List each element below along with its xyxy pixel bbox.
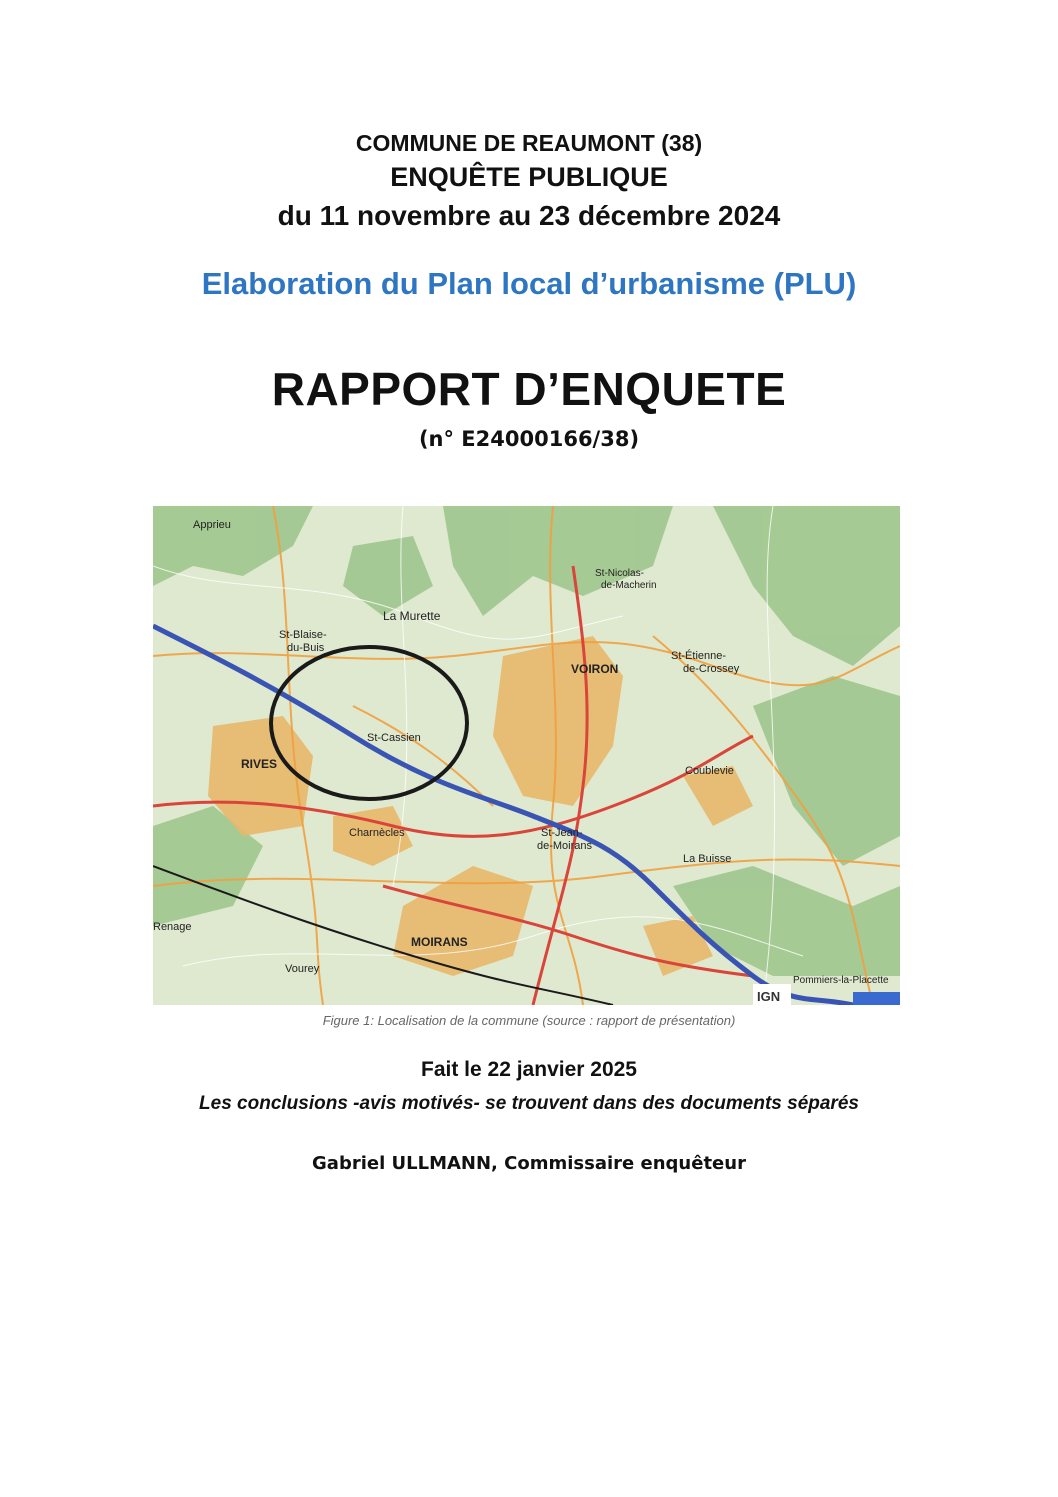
- label-st-blaise-1: St-Blaise-: [279, 629, 327, 641]
- label-la-murette: La Murette: [383, 609, 441, 623]
- label-st-cassien: St-Cassien: [367, 732, 421, 744]
- report-date: Fait le 22 janvier 2025: [421, 1058, 637, 1081]
- ign-logo: IGN: [757, 989, 781, 1004]
- signature-line: Gabriel ULLMANN, Commissaire enquêteur: [312, 1153, 746, 1174]
- label-apprieu: Apprieu: [193, 519, 231, 531]
- report-number: (n° E24000166/38): [418, 427, 640, 451]
- label-charnecles: Charnècles: [349, 827, 405, 839]
- enquete-dates: du 11 novembre au 23 décembre 2024: [277, 200, 781, 231]
- label-st-jean-2: de-Moirans: [537, 840, 593, 852]
- map-graphic: [153, 506, 900, 1005]
- map-scale-bar: [853, 992, 900, 1005]
- commune-heading: COMMUNE DE REAUMONT (38): [355, 130, 703, 156]
- label-renage: Renage: [153, 921, 192, 933]
- enquete-heading: ENQUÊTE PUBLIQUE: [390, 162, 668, 192]
- figure-caption: Figure 1: Localisation de la commune (source : rapport de présentation): [322, 1013, 736, 1028]
- label-st-nicolas-2: de-Macherin: [601, 580, 657, 591]
- subject-title: Elaboration du Plan local d’urbanisme (PLU): [201, 266, 857, 301]
- label-st-nicolas-1: St-Nicolas-: [595, 568, 644, 579]
- label-la-buisse: La Buisse: [683, 853, 732, 865]
- label-rives: RIVES: [241, 757, 278, 771]
- label-coublevie: Coublevie: [685, 765, 734, 777]
- label-st-etienne-1: St-Étienne-: [671, 650, 727, 662]
- label-voiron: VOIRON: [571, 662, 619, 676]
- report-title: RAPPORT D’ENQUETE: [271, 363, 787, 415]
- label-vourey: Vourey: [285, 963, 320, 975]
- label-st-blaise-2: du-Buis: [287, 642, 325, 654]
- conclusions-note: Les conclusions -avis motivés- se trouvent dans des documents séparés: [199, 1093, 859, 1114]
- label-st-jean-1: St-Jean-: [541, 827, 583, 839]
- label-moirans: MOIRANS: [411, 935, 468, 949]
- label-pommiers: Pommiers-la-Placette: [793, 975, 889, 986]
- location-map: [153, 506, 900, 1005]
- label-st-etienne-2: de-Crossey: [683, 663, 740, 675]
